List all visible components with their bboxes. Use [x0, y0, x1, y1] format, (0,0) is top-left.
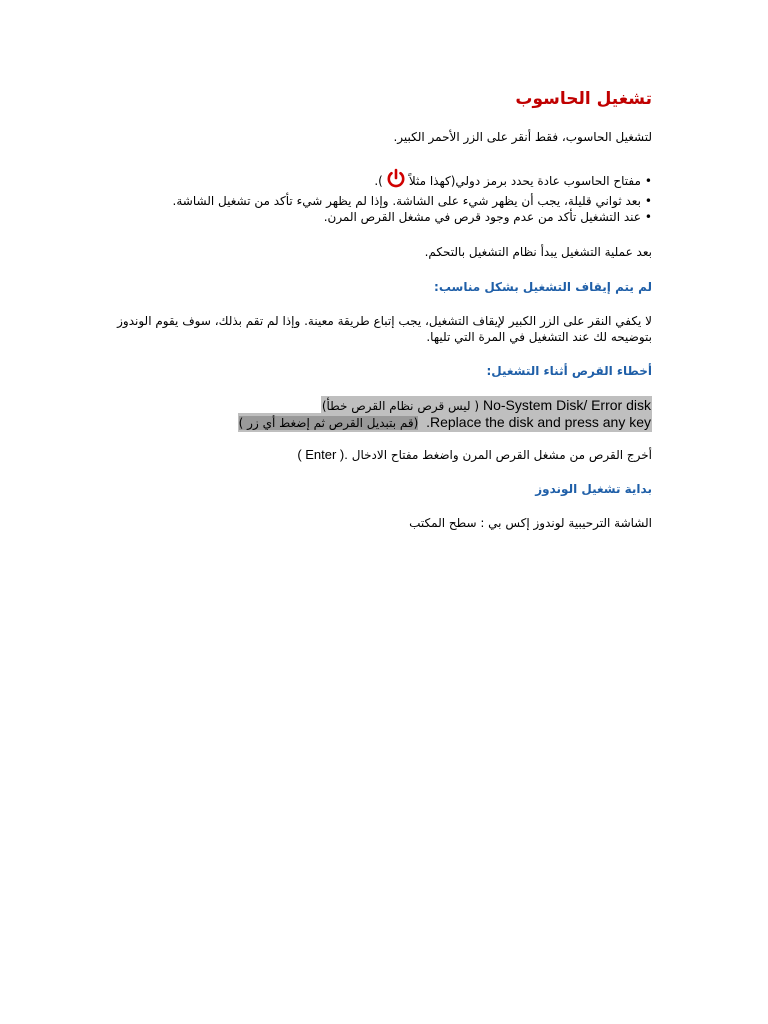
after-boot-text: بعد عملية التشغيل يبدأ نظام التشغيل بالتحكم.	[424, 245, 652, 259]
bullet-1-text-after: ).	[374, 174, 383, 188]
error-message-2	[238, 413, 652, 432]
enter-key-label: ( Enter ).	[297, 447, 348, 462]
power-icon	[385, 168, 407, 190]
error-1-arabic: ( ليس قرص نظام القرص خطأ)	[321, 399, 480, 413]
bullet-3-text: عند التشغيل تأكد من عدم وجود قرص في مشغل القرص المرن.	[323, 210, 641, 224]
intro-text: لتشغيل الحاسوب، فقط أنقر على الزر الأحمر الكبير.	[393, 130, 652, 144]
enter-instruction-text: أخرج القرص من مشغل القرص المرن واضغط مفتاح الادخال	[351, 448, 652, 462]
bullet-marker: •	[644, 174, 652, 188]
bullet-item-1	[374, 173, 652, 190]
shutdown-text-line-2: بتوضيحه لك عند التشغيل في المرة التي تليها.	[426, 330, 652, 344]
bullet-2-text: بعد ثواني قليلة، يجب أن يظهر شيء على الشاشة. وإذا لم يظهر شيء تأكد من تشغيل الشاشة.	[172, 194, 641, 208]
error-1-english: No-System Disk/ Error disk	[482, 397, 651, 413]
heading-windows: بداية تشغيل الوندوز	[535, 482, 652, 496]
bullet-item-3	[324, 209, 652, 225]
enter-instruction	[297, 447, 652, 463]
page-title: تشغيل الحاسوب	[515, 89, 652, 109]
windows-welcome-text: الشاشة الترحيبية لوندوز إكس بي : سطح المكتب	[409, 516, 652, 530]
bullet-item-2	[173, 193, 652, 209]
error-2-english: .Replace the disk and press any key	[426, 414, 651, 430]
heading-shutdown: لم يتم إيقاف التشغيل بشكل مناسب:	[434, 280, 652, 294]
bullet-1-text-before: مفتاح الحاسوب عادة يحدد برمز دولي(كهذا مثلاً	[408, 174, 641, 188]
shutdown-text-line-1: لا يكفي النقر على الزر الكبير لإيقاف التشغيل، يجب إتباع طريقة معينة. وإذا لم تقم بذلك، سوف يقوم الوندوز	[117, 314, 652, 328]
heading-errors: أخطاء القرص أثناء التشغيل:	[486, 364, 652, 378]
bullet-marker: •	[644, 194, 652, 208]
error-2-arabic: (قم بتبديل القرص ثم إضغط أي زر )	[238, 416, 419, 430]
bullet-marker: •	[644, 210, 652, 224]
